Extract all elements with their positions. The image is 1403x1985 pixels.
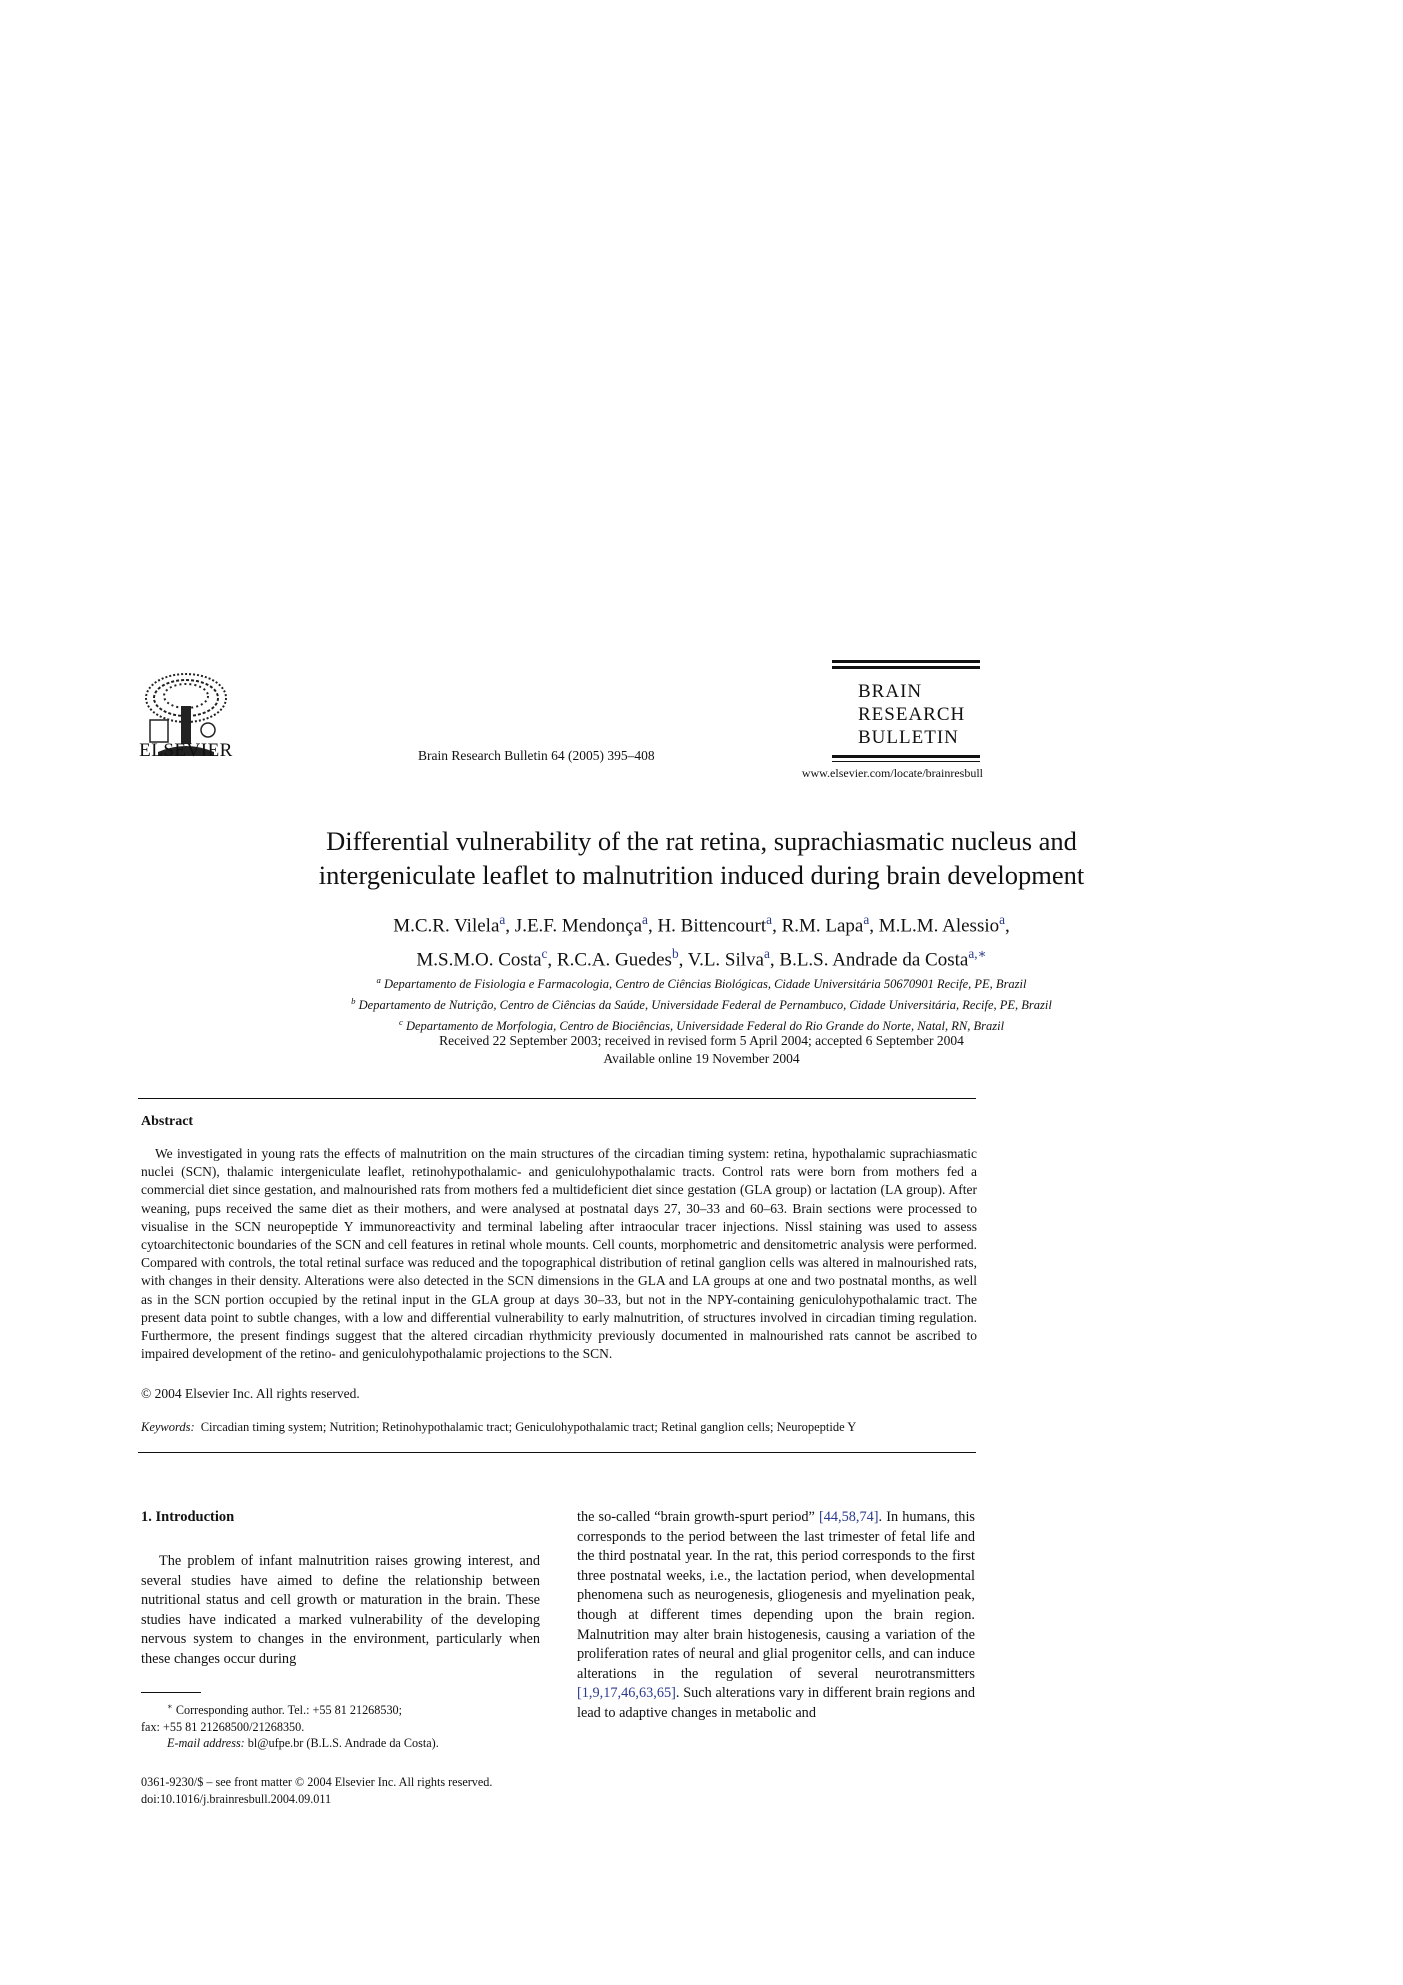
- intro-text: . In humans, this corresponds to the period between the last trimester of fetal life and the third postnatal year. In the rat, this period corresponds to the first three postnatal weeks, i.e., the lactation period, when developmental phenomena such as neurogenesis, gliogenesis and myelination peak, though at different times depending upon the brain region. Malnutrition may alter brain histogenesis, causing a variation of the proliferation rates of neural and glial progenitor cells, and can induce alterations in the regulation of several neurotransmitters: [577, 1509, 975, 1682]
- journal-name-line: BULLETIN: [858, 727, 959, 748]
- intro-left-column: The problem of infant malnutrition raises growing interest, and several studies have aimed to define the relationship between nutritional status and cell growth or maturation in the brain. These studies have indicated a marked vulnerability of the developing nervous system to changes in the environment, particularly when these changes occur during: [141, 1553, 540, 1667]
- journal-rule-bottom-2: [832, 761, 980, 762]
- affiliation-line: [120, 972, 1283, 993]
- author: J.E.F. Mendonça: [514, 915, 643, 937]
- journal-name: [832, 672, 980, 755]
- journal-rule-bottom: [832, 755, 980, 758]
- article-title: [120, 824, 1283, 892]
- footnotes: [141, 1698, 541, 1752]
- email-address[interactable]: bl@ufpe.br (B.L.S. Andrade da Costa).: [247, 1736, 439, 1751]
- affiliation-key: a: [376, 975, 381, 985]
- journal-url-link[interactable]: www.elsevier.com/locate/brainresbull: [801, 766, 983, 780]
- affiliation-key: c: [398, 1017, 403, 1028]
- author-aff[interactable]: a: [863, 912, 870, 927]
- author-aff[interactable]: c: [541, 946, 548, 962]
- footnote-corresponding: [141, 1698, 541, 1719]
- affiliation-text: Departamento de Nutrição, Centro de Ciências da Saúde, Universidade Federal de Pernambuco, Cidade Universitária, Recife, PE, Brazil: [358, 998, 1052, 1013]
- author-aff[interactable]: a: [763, 946, 770, 962]
- title-line: Differential vulnerability of the rat retina, suprachiasmatic nucleus and: [326, 826, 1077, 856]
- front-matter: [141, 1774, 641, 1807]
- author-aff[interactable]: a: [999, 912, 1006, 927]
- keywords-label: Keywords:: [141, 1420, 195, 1434]
- affiliation-text: Departamento de Morfologia, Centro de Biociências, Universidade Federal do Rio Grande do Norte, Natal, RN, Brazil: [405, 1019, 1005, 1034]
- affiliation-line: [120, 993, 1283, 1014]
- author-aff[interactable]: a: [642, 912, 648, 927]
- title-line: intergeniculate leaflet to malnutrition induced during brain development: [318, 860, 1085, 890]
- author: M.L.M. Alessio: [878, 915, 1000, 937]
- footnote-fax: fax: +55 81 21268500/21268350.: [141, 1719, 305, 1734]
- author: R.C.A. Guedes: [556, 949, 672, 971]
- intro-right-column: [577, 1508, 975, 1724]
- journal-citation: Brain Research Bulletin 64 (2005) 395–408: [418, 748, 655, 763]
- keywords: [141, 1420, 977, 1435]
- author: B.L.S. Andrade da Costa: [779, 949, 969, 971]
- keywords-list: Circadian timing system; Nutrition; Retinohypothalamic tract; Geniculohypothalamic tract; Retinal ganglion cells; Neuropeptide Y: [200, 1420, 857, 1434]
- divider-top: [138, 1098, 976, 1099]
- author-aff[interactable]: a: [499, 912, 506, 927]
- footnote-star: ∗: [167, 1701, 173, 1711]
- received-dates: Received 22 September 2003; received in revised form 5 April 2004; accepted 6 September 2004: [439, 1033, 964, 1048]
- author: R.M. Lapa: [781, 915, 864, 937]
- journal-rule-top: [832, 660, 980, 663]
- abstract-heading: Abstract: [141, 1114, 194, 1129]
- abstract-copyright: © 2004 Elsevier Inc. All rights reserved.: [141, 1386, 360, 1401]
- citation-link[interactable]: [1,9,17,46,63,65]: [577, 1685, 676, 1702]
- doi-link[interactable]: doi:10.1016/j.brainresbull.2004.09.011: [141, 1791, 332, 1806]
- journal-logo-block: [832, 660, 980, 765]
- affiliations: [120, 972, 1283, 1035]
- author: H. Bittencourt: [657, 915, 767, 937]
- author-aff[interactable]: a,∗: [968, 946, 987, 962]
- article-dates: [120, 1032, 1283, 1068]
- affiliation-key: b: [351, 996, 356, 1007]
- section-heading: 1. Introduction: [141, 1509, 235, 1525]
- author-aff[interactable]: a: [766, 912, 773, 927]
- affiliation-text: Departamento de Fisiologia e Farmacologia, Centro de Ciências Biológicas, Cidade Universitária 50670901 Recife, PE, Brazil: [383, 977, 1027, 992]
- journal-name-line: BRAIN: [858, 681, 923, 702]
- author: M.S.M.O. Costa: [416, 949, 542, 971]
- author-list: [120, 906, 1283, 975]
- divider-bottom: [138, 1452, 976, 1453]
- journal-rule-top-2: [832, 666, 980, 669]
- author-line: M.S.M.O. Costa$^c$, R.C.A. Guedes$^b$, V.L. Silva$^a$, B.L.S. Andrade da Costa$^{a,∗}$: [416, 946, 987, 971]
- intro-text: the so-called “brain growth-spurt period”: [577, 1509, 819, 1525]
- author: M.C.R. Vilela: [393, 915, 500, 937]
- available-online: Available online 19 November 2004: [603, 1051, 800, 1066]
- journal-name-line: RESEARCH: [858, 704, 966, 725]
- abstract-text: We investigated in young rats the effects of malnutrition on the main structures of the circadian timing system: retina, hypothalamic suprachiasmatic nuclei (SCN), thalamic intergeniculate leaflet, retinohypothalamic- and geniculohypothalamic tracts. Control rats were born from mothers fed a commercial diet since gestation, and malnourished rats from mothers fed a multideficient diet since gestation (GLA group) or lactation (LA group). After weaning, pups received the same diet as their mothers, and were analysed at postnatal days 27, 30–33 and 60–63. Brain sections were processed to visualise in the SCN neuropeptide Y immunoreactivity and terminal labeling after intraocular tracer injections. Nissl staining was used to assess cytoarchitectonic boundaries of the SCN and cell features in retinal whole mounts. Cell counts, morphometric and densitometric analysis were performed. Compared with controls, the total retinal surface was reduced and the topographical distribution of retinal ganglion cells was altered in malnourished rats, with changes in their density. Alterations were also detected in the SCN dimensions in the GLA and LA groups at one and two postnatal months, as well as in the SCN portion occupied by the retinal input in the GLA group at days 30–33, but not in the NPY-containing geniculohypothalamic tract. The present data point to subtle changes, with a low and differential vulnerability to early malnutrition, of structures involved in circadian timing regulation. Furthermore, the present findings suggest that the altered circadian rhythmicity previously documented in malnourished rats cannot be ascribed to impaired development of the retino- and geniculohypothalamic projections to the SCN.: [141, 1146, 977, 1362]
- email-label: E-mail address:: [167, 1736, 245, 1751]
- publisher-name: ELSEVIER: [139, 740, 233, 761]
- author-aff[interactable]: b: [671, 946, 679, 962]
- issn-line: 0361-9230/$ – see front matter © 2004 Elsevier Inc. All rights reserved.: [141, 1775, 493, 1789]
- author-line: M.C.R. Vilela$^a$, J.E.F. Mendonça$^a$, H. Bittencourt$^a$, R.M. Lapa$^a$, M.L.M. Alessio$^a$,: [393, 912, 1010, 937]
- corresponding-text: Corresponding author. Tel.: +55 81 21268530;: [175, 1703, 403, 1718]
- footnote-rule: [141, 1692, 201, 1693]
- intro-text: . Such alterations vary in different brain regions and lead to adaptive changes in metabolic and: [577, 1685, 975, 1721]
- author: V.L. Silva: [687, 949, 764, 971]
- footnote-email: [141, 1735, 541, 1752]
- citation-link[interactable]: [44,58,74]: [818, 1509, 879, 1525]
